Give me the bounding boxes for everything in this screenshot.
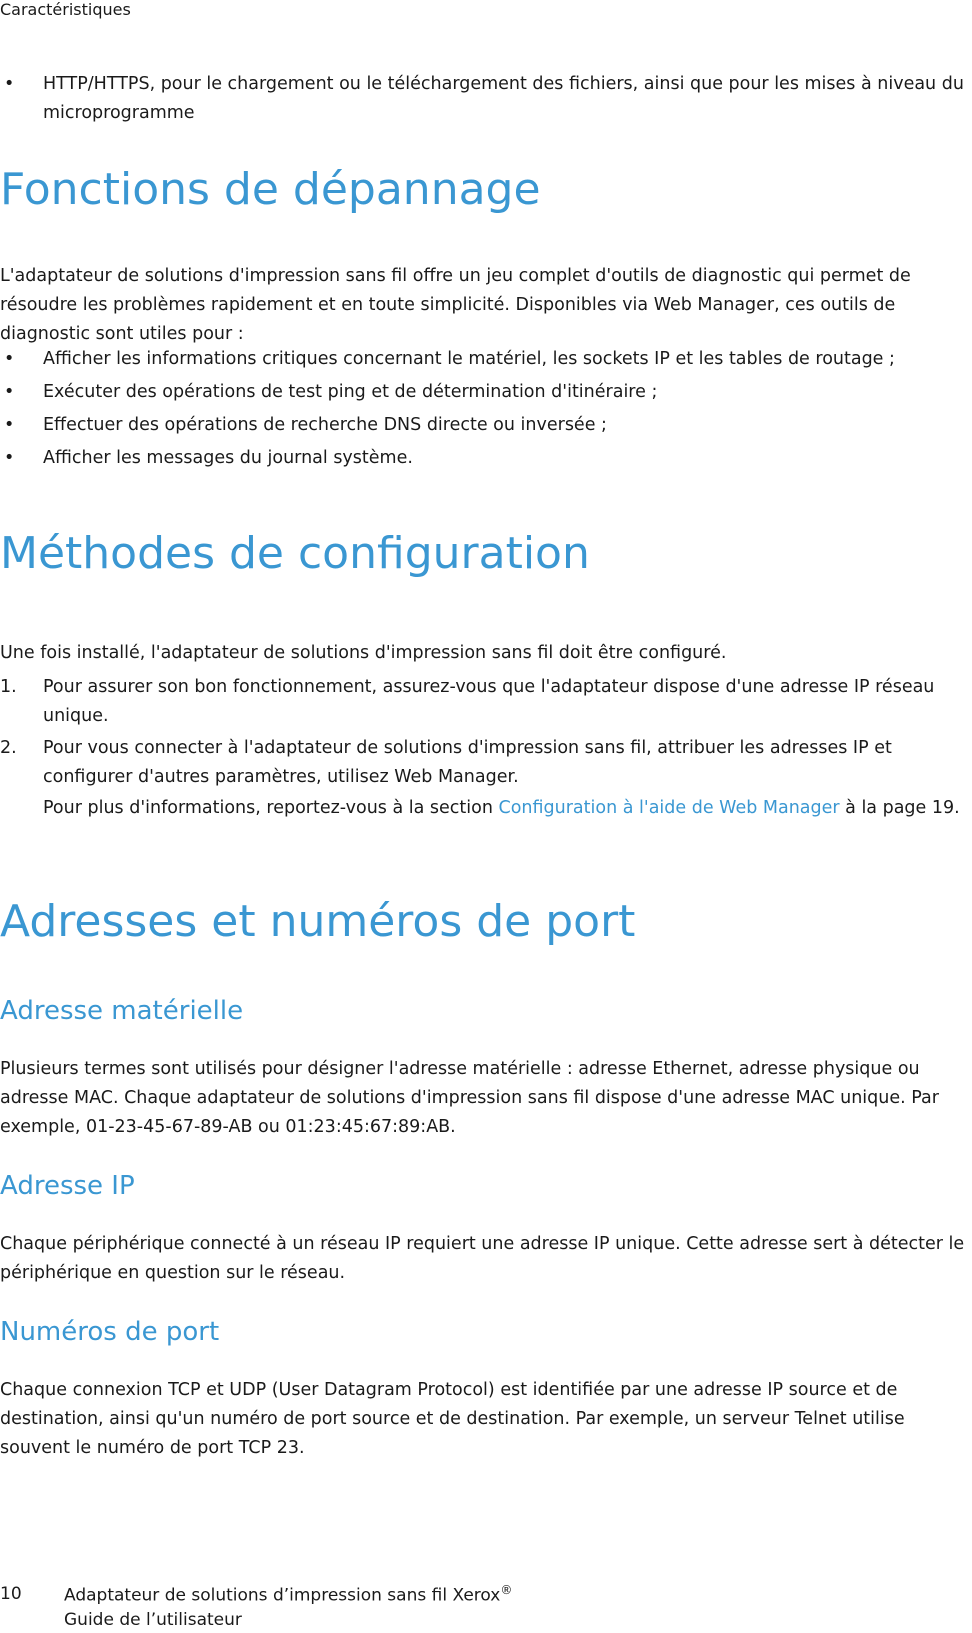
bullet-icon: • — [4, 415, 15, 435]
configuration-paragraph: Une fois installé, l'adaptateur de solutions d'impression sans fil doit être configuré. — [0, 643, 727, 663]
adresse-materielle-paragraph: Plusieurs termes sont utilisés pour désigner l'adresse matérielle : adresse Ethernet, adresse physique ou adresse MAC. Chaque adaptateur de solutions d'impression sans fil dispose d'une adresse MAC unique. Par exemple, 01-23-45-67-89-AB ou 01:23:45:67:89:AB. — [0, 1059, 939, 1137]
list-item — [0, 345, 972, 374]
bullet-icon: • — [4, 349, 15, 369]
heading-numeros-port: Numéros de port — [0, 1317, 220, 1347]
heading-fonctions-depannage: Fonctions de dépannage — [0, 164, 541, 215]
list-item-text: Exécuter des opérations de test ping et de détermination d'itinéraire ; — [43, 382, 658, 402]
heading-adresse-ip: Adresse IP — [0, 1171, 135, 1201]
step-number: 2. — [0, 738, 17, 758]
footer-guide: Guide de l’utilisateur — [64, 1609, 242, 1630]
web-manager-config-link[interactable]: Configuration à l'aide de Web Manager — [498, 798, 840, 818]
list-item-text: HTTP/HTTPS, pour le chargement ou le téléchargement des fichiers, ainsi que pour les mises à niveau du microprogramme — [43, 74, 964, 123]
list-item-text: Afficher les informations critiques concernant le matériel, les sockets IP et les tables de routage ; — [43, 349, 895, 369]
list-item — [0, 411, 972, 440]
heading-adresses-ports: Adresses et numéros de port — [0, 896, 636, 947]
heading-methodes-configuration: Méthodes de configuration — [0, 528, 590, 579]
footer-document-title — [64, 1578, 512, 1632]
list-item-text: Effectuer des opérations de recherche DNS directe ou inversée ; — [43, 415, 607, 435]
note-text-suffix: à la page 19. — [839, 798, 960, 818]
intro-bullet-list — [0, 70, 972, 128]
bullet-icon: • — [4, 448, 15, 468]
bullet-icon: • — [4, 382, 15, 402]
list-item — [0, 378, 972, 407]
bullet-icon: • — [4, 74, 15, 94]
depannage-bullet-list — [0, 345, 972, 473]
footer-product: Adaptateur de solutions d’impression sans fil Xerox — [64, 1585, 501, 1606]
list-item — [0, 673, 972, 731]
note-text: Pour plus d'informations, reportez-vous à la section — [43, 798, 499, 818]
configuration-note — [43, 794, 972, 823]
registered-mark: ® — [500, 1583, 513, 1597]
list-item-text: Pour vous connecter à l'adaptateur de solutions d'impression sans fil, attribuer les adresses IP et configurer d'autres paramètres, utilisez Web Manager. — [43, 738, 892, 787]
list-item — [0, 444, 972, 473]
page-number: 10 — [0, 1584, 22, 1604]
numeros-port-paragraph: Chaque connexion TCP et UDP (User Datagram Protocol) est identifiée par une adresse IP source et de destination, ainsi qu'un numéro de port source et de destination. Par exemple, un serveur Telnet utilise souvent le numéro de port TCP 23. — [0, 1380, 905, 1458]
list-item-text: Afficher les messages du journal système. — [43, 448, 413, 468]
adresse-ip-paragraph: Chaque périphérique connecté à un réseau IP requiert une adresse IP unique. Cette adresse sert à détecter le périphérique en question sur le réseau. — [0, 1234, 965, 1283]
heading-adresse-materielle: Adresse matérielle — [0, 996, 244, 1026]
list-item-text: Pour assurer son bon fonctionnement, assurez-vous que l'adaptateur dispose d'une adresse IP réseau unique. — [43, 677, 935, 726]
step-number: 1. — [0, 677, 17, 697]
list-item — [0, 734, 972, 792]
list-item — [0, 70, 972, 128]
configuration-steps — [0, 673, 972, 792]
depannage-paragraph: L'adaptateur de solutions d'impression sans fil offre un jeu complet d'outils de diagnostic qui permet de résoudre les problèmes rapidement et en toute simplicité. Disponibles via Web Manager, ces outils de diagnostic sont utiles pour : — [0, 266, 911, 344]
running-header: Caractéristiques — [0, 0, 131, 19]
